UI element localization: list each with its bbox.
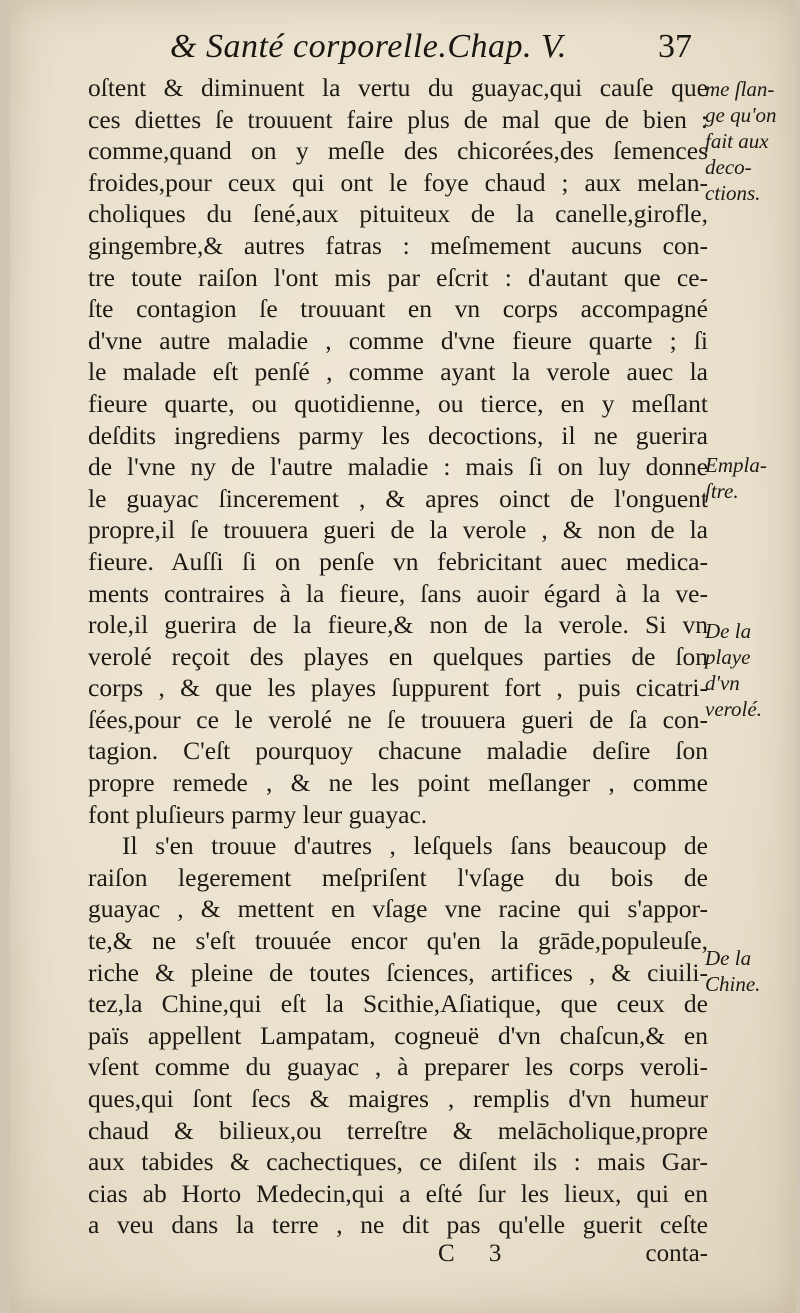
margin-note-line: De la — [705, 619, 752, 643]
margin-note-line: ſtre. — [705, 479, 739, 503]
text-line: riche & pleine de toutes ſciences, artifices , & ciuili- — [88, 957, 708, 987]
margin-note-line: deco- — [705, 155, 752, 179]
text-line: de l'vne ny de l'autre maladie : mais ſi on luy donne — [88, 452, 708, 482]
margin-note-chine — [705, 945, 760, 997]
text-line: le malade eſt penſé , comme ayant la verole auec la — [88, 357, 708, 387]
margin-note-line: De la — [705, 946, 752, 970]
margin-note-line: me ſlan- — [705, 77, 775, 101]
book-page — [10, 0, 796, 1313]
margin-note-line: d'vn — [705, 671, 740, 695]
running-title: & Santé corporelle.Chap. V. — [170, 28, 567, 65]
text-line: raiſon legerement meſpriſent l'vſage du bois de — [88, 862, 708, 892]
text-line: ques,qui ſont ſecs & maigres , remplis d'vn humeur — [88, 1084, 708, 1113]
margin-note-line: Chine. — [705, 972, 761, 996]
catchword: conta- — [645, 1240, 708, 1267]
margin-note-line: playe — [705, 645, 751, 669]
text-line: propre remede , & ne les point meſlanger , comme — [88, 768, 708, 798]
text-line: corps , & que les playes ſuppurent fort , puis cicatri- — [88, 673, 708, 703]
text-line: guayac , & mettent en vſage vne racine qui s'appor- — [88, 894, 708, 924]
margin-note-slanger — [705, 76, 777, 206]
text-line: verolé reçoit des playes en quelques parties de ſon — [88, 641, 708, 671]
text-line: tre toute raiſon l'ont mis par eſcrit : d'autant que ce- — [88, 262, 708, 292]
text-line: tez,la Chine,qui eſt la Scithie,Aſiatique, que ceux de — [88, 989, 708, 1019]
text-line: fieure. Auſſi ſi on penſe vn febricitant auec medica- — [88, 546, 708, 576]
text-line: a veu dans la terre , ne dit pas qu'elle guerit ceſte — [88, 1210, 708, 1240]
text-line: role,il guerira de la fieure,& non de la verole. Si vn — [88, 610, 708, 640]
text-line: d'vne autre maladie , comme d'vne fieure quarte ; ſi — [88, 325, 708, 355]
body-text — [88, 72, 708, 1241]
text-line: ſte contagion ſe trouuant en vn corps accompagné — [88, 294, 708, 324]
text-line: te,& ne s'eſt trouuée encor qu'en la grāde,populeuſe, — [88, 926, 708, 956]
margin-note-line: ctions. — [705, 181, 761, 205]
page-number: 37 — [658, 28, 692, 65]
text-line: comme,quand on y meſle des chicorées,des ſemences — [88, 136, 708, 166]
text-line: choliques du ſené,aux pituiteux de la canelle,girofle, — [88, 199, 708, 229]
page-header — [170, 28, 690, 78]
signature-mark: C 3 — [438, 1240, 516, 1267]
text-line: le guayac ſincerement , & apres oinct de l'onguent — [88, 483, 708, 513]
text-line: deſdits ingrediens parmy les decoctions, il ne guerira — [88, 420, 708, 450]
text-line: fieure quarte, ou quotidienne, ou tierce, en y meſlant — [88, 388, 708, 418]
text-line: ſées,pour ce le verolé ne ſe trouuera gueri de ſa con- — [88, 704, 708, 734]
margin-note-line: ge qu'on — [705, 103, 777, 127]
text-line: cias ab Horto Medecin,qui a eſté ſur les lieux, qui en — [88, 1178, 708, 1208]
text-line: païs appellent Lampatam, cogneuë d'vn chaſcun,& en — [88, 1020, 708, 1050]
text-line: ces diettes ſe trouuent faire plus de mal que de bien : — [88, 104, 708, 134]
margin-note-playe — [705, 618, 762, 722]
text-line: froides,pour ceux qui ont le foye chaud ; aux melan- — [88, 167, 708, 197]
margin-note-emplastre — [705, 452, 767, 504]
text-line: font pluſieurs parmy leur guayac. — [88, 799, 428, 829]
margin-note-line: fait aux — [705, 129, 769, 153]
text-line: tagion. C'eſt pourquoy chacune maladie deſire ſon — [88, 736, 708, 766]
text-line: propre,il ſe trouuera gueri de la verole , & non de la — [88, 515, 708, 545]
page-footer — [88, 1240, 708, 1280]
text-line: gingembre,& autres fatras : meſmement aucuns con- — [88, 230, 708, 260]
text-line: oſtent & diminuent la vertu du guayac,qui cauſe que — [88, 73, 708, 102]
text-line: chaud & bilieux,ou terreſtre & melācholique,propre — [88, 1115, 708, 1145]
margin-note-line: verolé. — [705, 697, 762, 721]
margin-note-line: Empla- — [705, 453, 767, 477]
text-line: Il s'en trouue d'autres , leſquels ſans beaucoup de — [122, 831, 708, 861]
text-line: aux tabides & cachectiques, ce diſent ils : mais Gar- — [88, 1147, 708, 1177]
text-line: ments contraires à la fieure, ſans auoir égard à la ve- — [88, 578, 708, 608]
text-line: vſent comme du guayac , à preparer les corps veroli- — [88, 1052, 708, 1082]
